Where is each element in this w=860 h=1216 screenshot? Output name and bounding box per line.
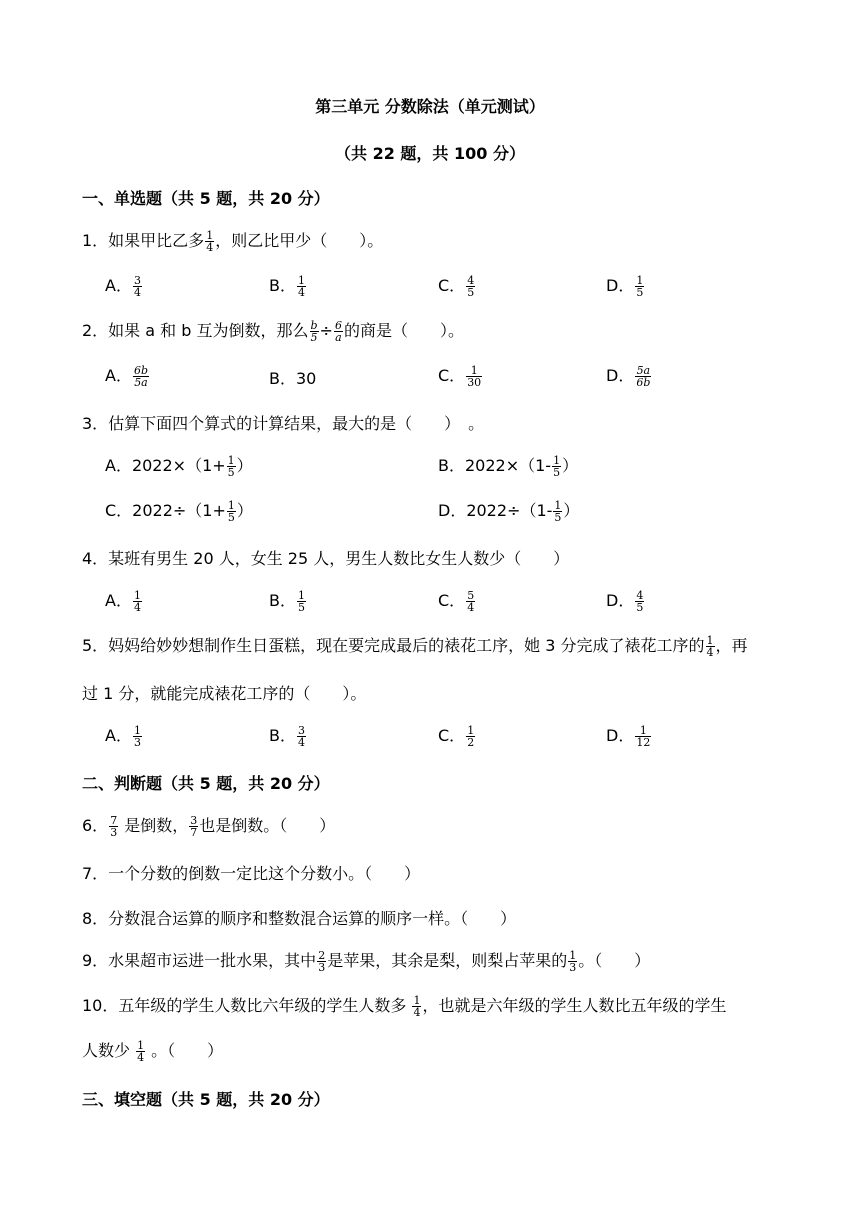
fraction: $\frac{1}{4}$ [413,994,421,1019]
fraction: $\frac{1}{5}$ [553,454,561,479]
fraction: $\frac{1}{4}$ [297,274,305,299]
fraction: $\frac{1}{12}$ [636,724,651,749]
fraction: $\frac{1}{5}$ [227,499,235,524]
option-3c[interactable]: C．2022÷（1+ $\frac{1}{5}$ ） [105,499,253,524]
fraction: $\frac{6}{a}$ [334,319,342,344]
page-title: 第三单元 分数除法（单元测试） [315,97,545,116]
option-3a[interactable]: A．2022×（1+ $\frac{1}{5}$ ） [105,454,253,479]
option-3b[interactable]: B．2022×（1- $\frac{1}{5}$ ） [438,454,579,479]
fraction: $\frac{2}{3}$ [318,949,326,974]
option-5c[interactable]: C． $\frac{1}{2}$ [438,724,475,749]
fraction: $\frac{4}{5}$ [467,274,475,299]
fraction: $\frac{3}{4}$ [297,724,305,749]
option-1c[interactable]: C． $\frac{4}{5}$ [438,274,475,299]
question-4: 4．某班有男生 20 人，女生 25 人，男生人数比女生人数少（ ） [82,549,570,568]
fraction: $\frac{1}{5}$ [227,454,235,479]
option-1a[interactable]: A． $\frac{3}{4}$ [105,274,141,299]
fraction: $\frac{1}{5}$ [297,589,305,614]
option-4d[interactable]: D． $\frac{4}{5}$ [606,589,644,614]
option-2b[interactable]: B．30 [269,369,317,388]
section-heading-single-choice: 一、单选题（共 5 题，共 20 分） [82,189,330,208]
question-5-continued: 过 1 分，就能完成裱花工序的（ ）。 [82,684,367,703]
question-5: 5．妈妈给妙妙想制作生日蛋糕，现在要完成最后的裱花工序，她 3 分完成了裱花工序的 $\frac{1}{4}$ ，再 [82,634,748,659]
option-3d[interactable]: D．2022÷（1- $\frac{1}{5}$ ） [438,499,580,524]
question-9: 9．水果超市运进一批水果，其中 $\frac{2}{3}$ 是苹果，其余是梨，则梨占苹果的 $\frac{1}{3}$ 。（ ） [82,949,651,974]
fraction: $\frac{1}{3}$ [133,724,141,749]
fraction: $\frac{3}{7}$ [190,814,198,839]
fraction: $\frac{5a}{6b}$ [636,364,651,389]
question-7: 7．一个分数的倒数一定比这个分数小。（ ） [82,864,421,883]
question-1: 1．如果甲比乙多 $\frac{1}{4}$ ，则乙比甲少（ ）。 [82,229,384,254]
option-4c[interactable]: C． $\frac{5}{4}$ [438,589,475,614]
fraction: $\frac{6b}{5a}$ [133,364,148,389]
fraction: $\frac{1}{4}$ [206,229,214,254]
fraction: $\frac{7}{3}$ [110,814,118,839]
fraction: $\frac{1}{4}$ [706,634,714,659]
option-5b[interactable]: B． $\frac{3}{4}$ [269,724,305,749]
question-3: 3．估算下面四个算式的计算结果，最大的是（ ） 。 [82,414,485,433]
option-5d[interactable]: D． $\frac{1}{12}$ [606,724,651,749]
fraction: $\frac{1}{5}$ [636,274,644,299]
fraction: $\frac{1}{4}$ [133,589,141,614]
fraction: $\frac{b}{5}$ [310,319,318,344]
option-4a[interactable]: A． $\frac{1}{4}$ [105,589,141,614]
question-8: 8．分数混合运算的顺序和整数混合运算的顺序一样。（ ） [82,909,517,928]
option-5a[interactable]: A． $\frac{1}{3}$ [105,724,141,749]
page-subtitle: （共 22 题，共 100 分） [335,144,525,163]
question-10: 10．五年级的学生人数比六年级的学生人数多 $\frac{1}{4}$ ，也就是六年级的学生人数比五年级的学生 [82,994,727,1019]
fraction: $\frac{4}{5}$ [636,589,644,614]
option-1d[interactable]: D． $\frac{1}{5}$ [606,274,644,299]
fraction: $\frac{1}{5}$ [554,499,562,524]
option-2c[interactable]: C． $\frac{1}{30}$ [438,364,482,389]
fraction: $\frac{3}{4}$ [133,274,141,299]
fraction: $\frac{1}{3}$ [569,949,577,974]
option-2a[interactable]: A． $\frac{6b}{5a}$ [105,364,148,389]
option-1b[interactable]: B． $\frac{1}{4}$ [269,274,305,299]
fraction: $\frac{1}{2}$ [467,724,475,749]
question-10-continued: 人数少 $\frac{1}{4}$ 。（ ） [82,1039,224,1064]
fraction: $\frac{1}{4}$ [137,1039,145,1064]
fraction: $\frac{5}{4}$ [467,589,475,614]
question-6: 6． $\frac{7}{3}$ 是倒数， $\frac{3}{7}$ 也是倒数。（ ） [82,814,336,839]
option-2d[interactable]: D． $\frac{5a}{6b}$ [606,364,651,389]
section-heading-true-false: 二、判断题（共 5 题，共 20 分） [82,774,330,793]
option-4b[interactable]: B． $\frac{1}{5}$ [269,589,305,614]
fraction: $\frac{1}{30}$ [467,364,482,389]
question-2: 2．如果 a 和 b 互为倒数，那么 $\frac{b}{5}$ ÷ $\frac{6}{a}$ 的商是（ ）。 [82,319,464,344]
section-heading-fill-blank: 三、填空题（共 5 题，共 20 分） [82,1090,330,1109]
